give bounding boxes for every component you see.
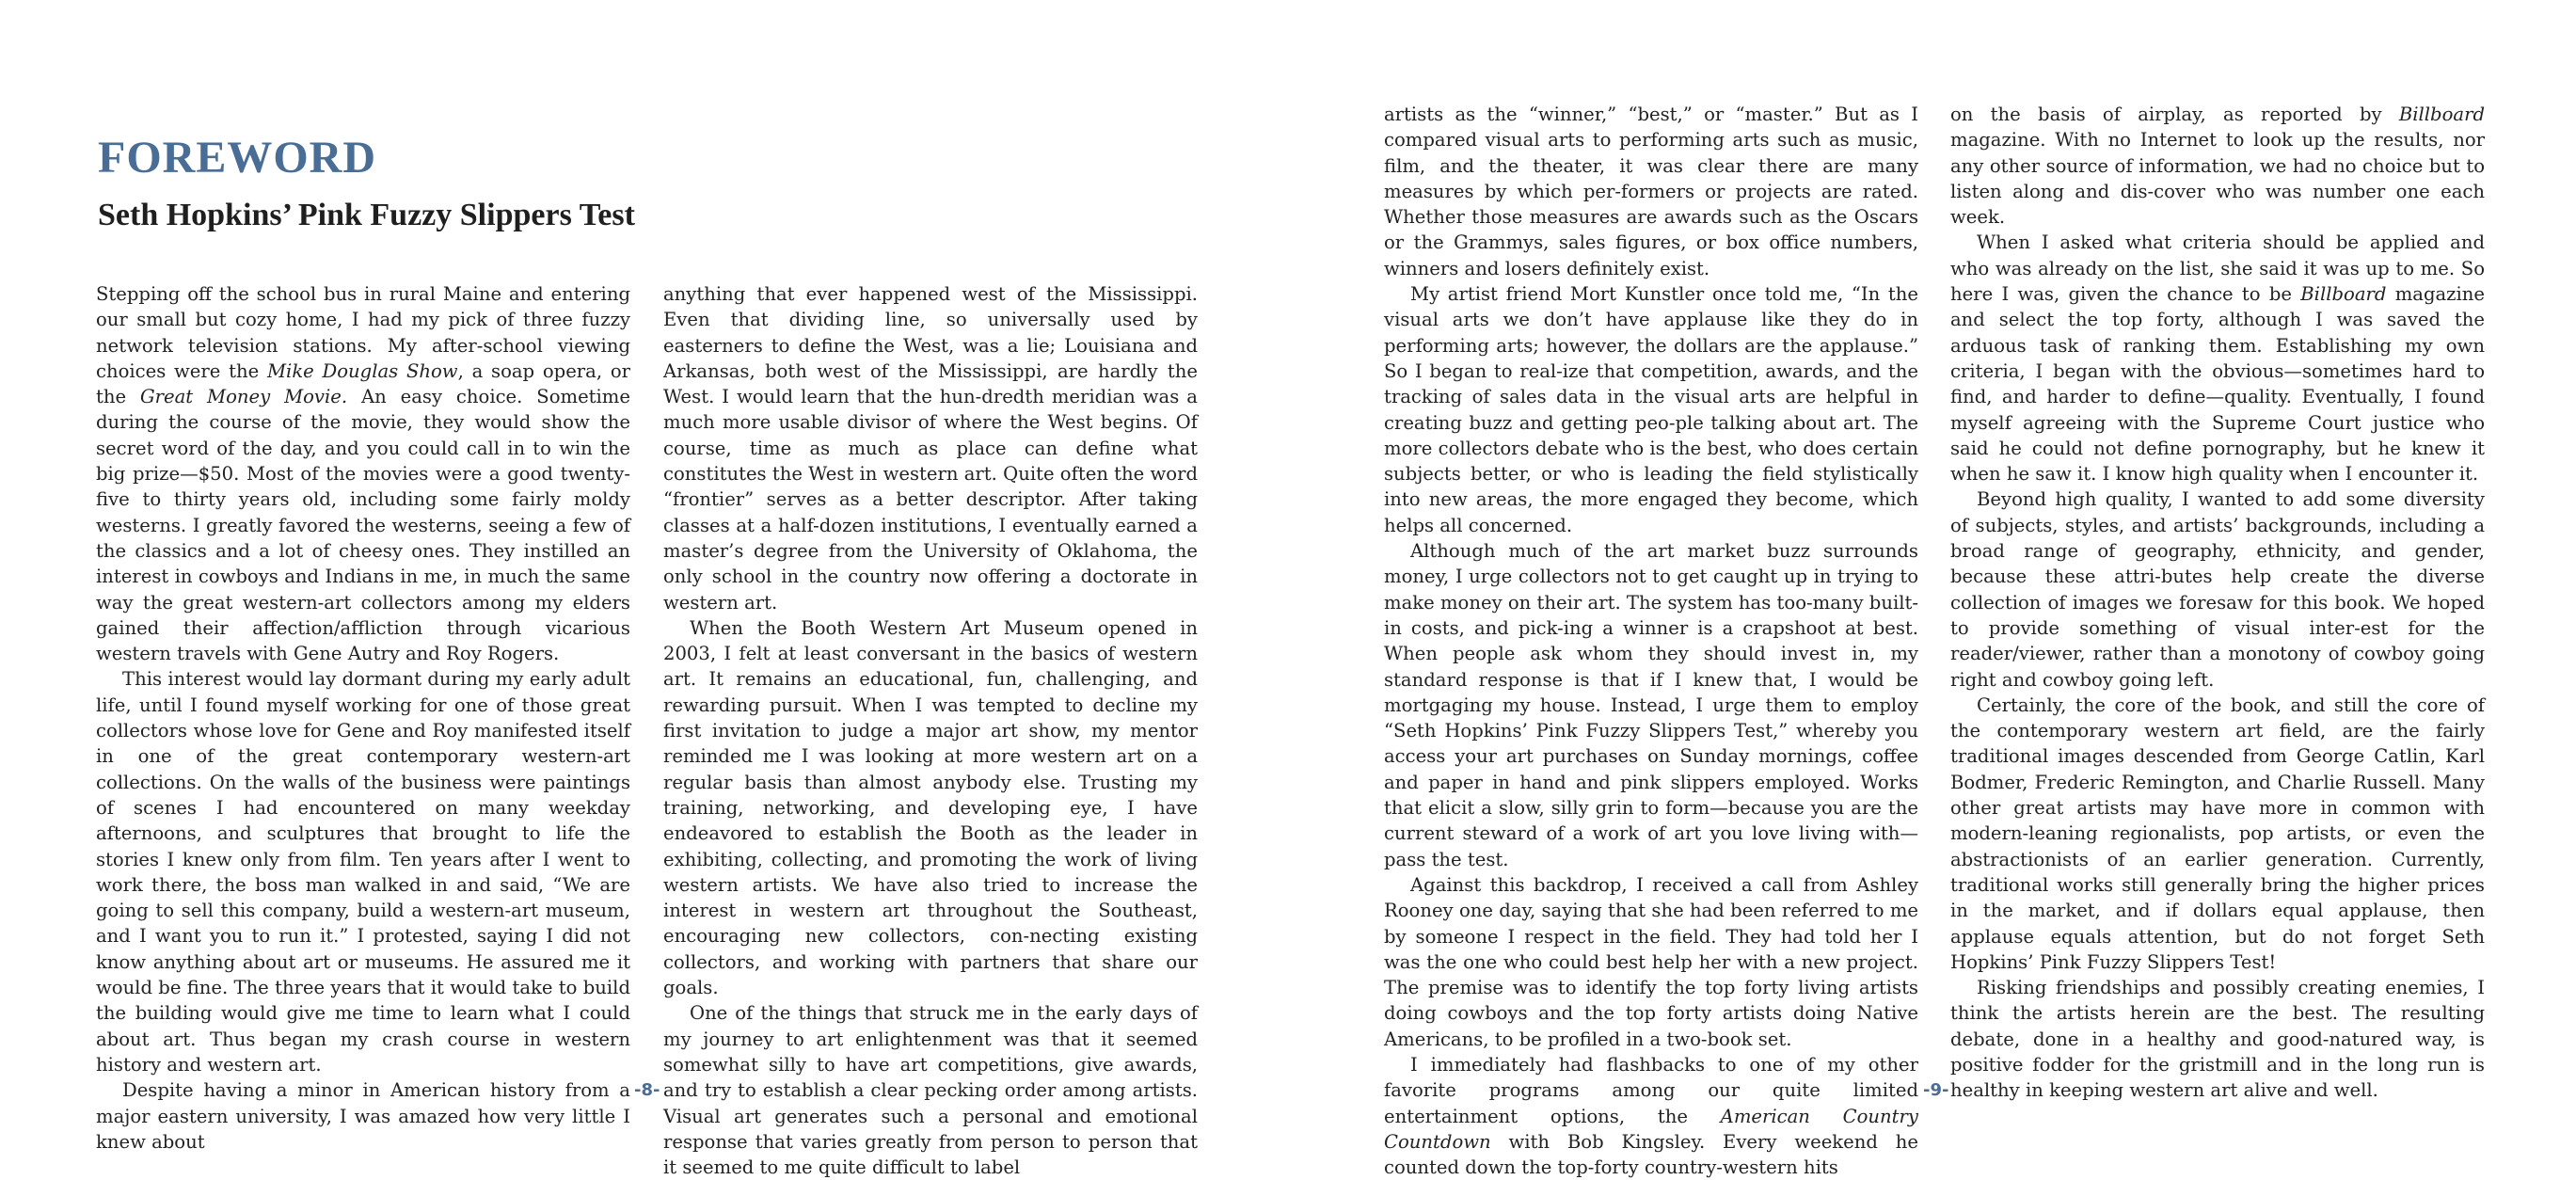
left-page [0,0,1288,1179]
paragraph [1384,1052,1918,1180]
page-number: -8- [634,1080,660,1100]
paragraph: When the Booth Western Art Museum opened in 2003, I felt at least conversant in the basics of western art. It remains an educational, fun, challenging, and rewarding pursuit. When I was tempted to decline my first invitation to judge a major art show, my mentor reminded me I was looking at more western art on a regular basis than almost anybody else. Trusting my training, networking, and developing eye, I have endeavored to establish the Booth as the leader in exhibiting, collecting, and promoting the work of living western artists. We have also tried to increase the interest in western art throughout the Southeast, encouraging new collectors, con-necting existing collectors, and working with partners that share our goals. [663,616,1198,999]
right-page [1288,0,2576,1179]
paragraph [96,281,630,666]
paragraph: Beyond high quality, I wanted to add some diversity of subjects, styles, and artists’ backgrounds, including a broad range of geography, ethnicity, and gender, because these attri-butes help create the diverse collection of images we foresaw for this book. We hoped to provide something of visual inter-est for the reader/viewer, rather than a monotony of cowboy going right and cowboy going left. [1950,488,2485,691]
left-page-column-1 [96,281,630,1155]
italic-title: Billboard [2300,283,2387,306]
text-run: I immediately had flashbacks to one of my other favorite programs among our quite limited entertainment options, the [1384,1053,1918,1127]
paragraph: Although much of the art market buzz surrounds money, I urge collectors not to get caught up in trying to make money on their art. The system has too-many built-in costs, and pick-ing a winner is a crapshoot at best. When people ask whom they should invest in, my standard response is that if I knew that, I would be mortgaging my house. Instead, I urge them to employ “Seth Hopkins’ Pink Fuzzy Slippers Test,” whereby you access your art purchases on Sunday mornings, coffee and paper in hand and pink slippers employed. Works that elicit a slow, silly grin to form—because you are the current steward of a work of art you love living with—pass the test. [1384,540,1918,870]
paragraph: Against this backdrop, I received a call from Ashley Rooney one day, saying that she had been referred to me by someone I respect in the field. They had told her I was the one who could best help her with a new project. The premise was to identify the top forty living artists doing cowboys and the top forty artists doing Native Americans, to be profiled in a two-book set. [1384,873,1918,1050]
paragraph [1950,230,2485,486]
right-page-column-1 [1384,102,1918,1180]
text-run: magazine. With no Internet to look up the results, nor any other source of information, we had no choice but to listen along and dis-cover who was number one each week. [1950,129,2485,229]
paragraph: One of the things that struck me in the early days of my journey to art enlightenment was that it seemed somewhat silly to have art competitions, give awards, and try to establish a clear pecking order among artists. Visual art generates such a personal and emotional response that varies greatly from person to person that it seemed to me quite difficult to label [663,1002,1198,1179]
foreword-heading: FOREWORD [98,133,376,183]
paragraph: Certainly, the core of the book, and still the core of the contemporary western art field, are the fairly traditional images descended from George Catlin, Karl Bodmer, Frederic Remington, and Charlie Russell. Many other great artists may have more in common with modern-leaning regionalists, pop artists, or even the abstractionists of an earlier generation. Currently, traditional works still generally bring the higher prices in the market, and if dollars equal applause, then applause equals attention, but do not forget Seth Hopkins’ Pink Fuzzy Slippers Test! [1950,694,2485,973]
foreword-subheading: Seth Hopkins’ Pink Fuzzy Slippers Test [98,198,635,232]
italic-title: Billboard [2398,104,2485,125]
left-page-column-2 [663,281,1198,1180]
text-run: magazine and select the top forty, although I was saved the arduous task of ranking them. Establishing my own criteria, I began with the obvious—sometimes hard to find, and harder to define—quality. Eventually, I found myself agreeing with the Supreme Court justice who said he could not define pornography, but he knew it when he saw it. I know high quality when I encounter it. [1950,283,2485,486]
text-run: , a soap opera, or the [96,359,630,408]
text-run: Stepping off the school bus in rural Maine and entering our small but cozy home, I had my pick of three fuzzy network television stations. My after-school viewing choices were the [96,283,630,382]
paragraph: Risking friendships and possibly creating enemies, I think the artists herein are the best. The resulting debate, done in a healthy and good-natured way, is positive fodder for the gristmill and in the long run is healthy in keeping western art alive and well. [1950,977,2485,1102]
italic-title: Mike Douglas Show [266,359,458,382]
paragraph: artists as the “winner,” “best,” or “master.” But as I compared visual arts to performing arts such as music, film, and the theater, it was clear there are many measures by which per-formers or projects are rated. Whether those measures are awards such as the Oscars or the Grammys, sales figures, or box office numbers, winners and losers definitely exist. [1384,104,1918,279]
paragraph: anything that ever happened west of the Mississippi. Even that dividing line, so universally used by easterners to define the West, was a lie; Louisiana and Arkansas, both west of the Mississippi, are hardly the West. I would learn that the hun-dredth meridian was a much more usable divisor of where the West begins. Of course, time as much as place can define what constitutes the West in western art. Quite often the word “frontier” serves as a better descriptor. After taking classes at a half-dozen institutions, I eventually earned a master’s degree from the University of Oklahoma, the only school in the country now offering a doctorate in western art. [663,283,1198,614]
paragraph: Despite having a minor in American history from a major eastern university, I was amazed how very little I knew about [96,1079,630,1153]
right-page-column-2 [1950,102,2485,1104]
paragraph [1950,102,2485,230]
paragraph: This interest would lay dormant during my early adult life, until I found myself working for one of those great collectors whose love for Gene and Roy manifested itself in one of the great contemporary western-art collections. On the walls of the business were paintings of scenes I had encountered on many weekday afternoons, and sculptures that brought to life the stories I knew only from film. Ten years after I went to work there, the boss man walked in and said, “We are going to sell this company, build a western-art museum, and I want you to run it.” I protested, saying I did not know anything about art or museums. He assured me it would be fine. The three years that it would take to build the building would give me time to learn what I could about art. Thus began my crash course in western history and western art. [96,668,630,1076]
italic-title: American Country Countdown [1384,1105,1918,1153]
page-number: -9- [1923,1080,1949,1100]
text-run: with Bob Kingsley. Every weekend he counted down the top-forty country-western hits [1384,1130,1918,1179]
text-run: When I asked what criteria should be applied and who was already on the list, she said it was up to me. So here I was, given the chance to be [1950,231,2485,306]
text-run: on the basis of airplay, as reported by [1950,104,2399,125]
italic-title: Great Money Movie. [139,386,348,408]
text-run: An easy choice. Sometime during the course of the movie, they would show the secret word of the day, and you could call in to win the big prize—$50. Most of the movies were a good twenty-five to thirty years old, including some fairly moldy westerns. I greatly favored the westerns, seeing a few of the classics and a lot of cheesy ones. They instilled an interest in cowboys and Indians in me, in much the same way the great western-art collectors among my elders gained their affection/affliction through vicarious western travels with Gene Autry and Roy Rogers. [96,386,630,665]
paragraph: My artist friend Mort Kunstler once told me, “In the visual arts we don’t have applause like they do in performing arts; however, the dollars are the applause.” So I began to real-ize that competition, awards, and the tracking of sales data in the visual arts are helpful in creating buzz and getting peo-ple talking about art. The more collectors debate who is the best, who does certain subjects better, or who is leading the field stylistically into new areas, the more engaged they become, which helps all concerned. [1384,283,1918,536]
